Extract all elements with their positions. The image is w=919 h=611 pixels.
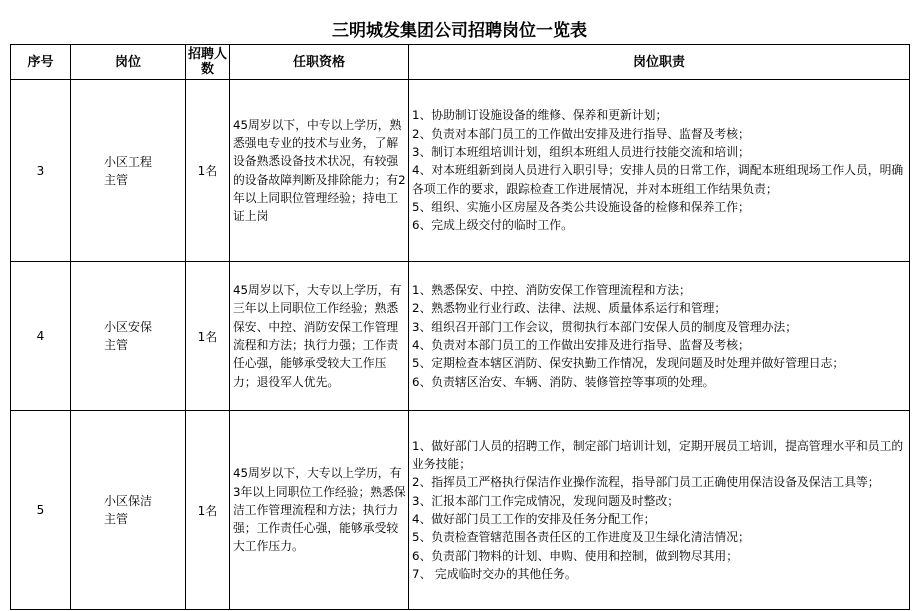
duty-item: 5、组织、实施小区房屋及各类公共设施设备的检修和保养工作； xyxy=(412,199,750,214)
duty-item: 2、熟悉物业行业行政、法律、法规、质量体系运行和管理； xyxy=(412,301,727,316)
row-position: 小区工程主管 xyxy=(104,154,153,187)
duty-item: 1、做好部门人员的招聘工作，制定部门培训计划，定期开展员工培训，提高管理水平和员工的业务技能； xyxy=(412,438,904,472)
row-qualification: 45周岁以下，大专以上学历，有三年以上同职位工作经验；熟悉保安、中控、消防安保工作管理流程和方法；执行力强；工作责任心强，能够承受较大工作压力；退役军人优先。 xyxy=(230,262,409,411)
table-header-row xyxy=(11,45,910,80)
duty-item: 3、组织召开部门工作会议，贯彻执行本部门安保人员的制度及管理办法； xyxy=(412,319,798,334)
row-position: 小区安保主管 xyxy=(104,320,153,352)
duty-item: 3、制订本班组培训计划，组织本班组人员进行技能交流和培训； xyxy=(412,145,750,160)
header-count: 招聘人数 xyxy=(186,45,230,80)
page-title: 三明城发集团公司招聘岗位一览表 xyxy=(332,21,587,41)
header-seq: 序号 xyxy=(11,45,71,80)
row-position-cell xyxy=(71,411,186,610)
duty-item: 2、负责对本部门员工的工作做出安排及进行指导、监督及考核； xyxy=(412,126,750,141)
row-duties xyxy=(409,411,910,610)
table-row xyxy=(11,262,910,411)
row-position: 小区保洁主管 xyxy=(104,494,153,526)
table-row xyxy=(11,411,910,610)
header-qualification: 任职资格 xyxy=(230,45,409,80)
row-count: 1名 xyxy=(186,80,230,262)
duty-item: 2、指挥员工严格执行保洁作业操作流程，指导部门员工正确使用保洁设备及保洁工具等； xyxy=(412,475,880,490)
row-seq: 4 xyxy=(11,262,71,411)
duty-item: 4、负责对本部门员工的工作做出安排及进行指导、监督及考核； xyxy=(412,338,750,352)
duty-item: 6、完成上级交付的临时工作。 xyxy=(412,218,573,233)
row-duties xyxy=(409,80,910,262)
duty-item: 1、协助制订设施设备的维修、保养和更新计划； xyxy=(412,108,668,123)
row-position-cell xyxy=(71,80,186,262)
duty-item: 1、熟悉保安、中控、消防安保工作管理流程和方法； xyxy=(412,283,691,298)
header-position: 岗位 xyxy=(71,45,186,80)
row-count: 1名 xyxy=(186,411,230,610)
duty-item: 5、负责检查管辖范围各责任区的工作进度及卫生绿化清洁情况； xyxy=(412,530,750,545)
duty-item: 5、定期检查本辖区消防、保安执勤工作情况，发现问题及时处理并做好管理日志； xyxy=(412,356,845,371)
row-qualification: 45周岁以下，中专以上学历，熟悉强电专业的技术与业务，了解设备熟悉设备技术状况，有较强的设备故障判断及排除能力；有2年以上同职位管理经验；持电工证上岗 xyxy=(230,80,409,262)
row-seq: 5 xyxy=(11,411,71,610)
duty-item: 3、汇报本部门工作完成情况，发现问题及时整改； xyxy=(412,493,680,508)
row-seq: 3 xyxy=(11,80,71,262)
row-position-cell xyxy=(71,262,186,411)
row-duties xyxy=(409,262,910,411)
duty-item: 7、 完成临时交办的其他任务。 xyxy=(412,566,577,581)
duty-item: 4、对本班组新到岗人员进行入职引导；安排人员的日常工作，调配本班组现场工作人员，明确各项工作的要求，跟踪检查工作进展情况，并对本班组工作结果负责； xyxy=(412,163,904,196)
table-row xyxy=(11,80,910,262)
row-count: 1名 xyxy=(186,262,230,411)
row-qualification: 45周岁以下，大专以上学历，有3年以上同职位工作经验；熟悉保洁工作管理流程和方法；执行力强；工作责任心强，能够承受较大工作压力。 xyxy=(230,411,409,610)
duty-item: 4、做好部门员工工作的安排及任务分配工作； xyxy=(412,512,656,526)
duty-item: 6、负责辖区治安、车辆、消防、装修管控等事项的处理。 xyxy=(412,374,715,389)
header-duties: 岗位职责 xyxy=(409,45,910,80)
recruitment-table xyxy=(10,44,910,610)
duty-item: 6、负责部门物料的计划、申购、使用和控制，做到物尽其用； xyxy=(412,548,739,563)
